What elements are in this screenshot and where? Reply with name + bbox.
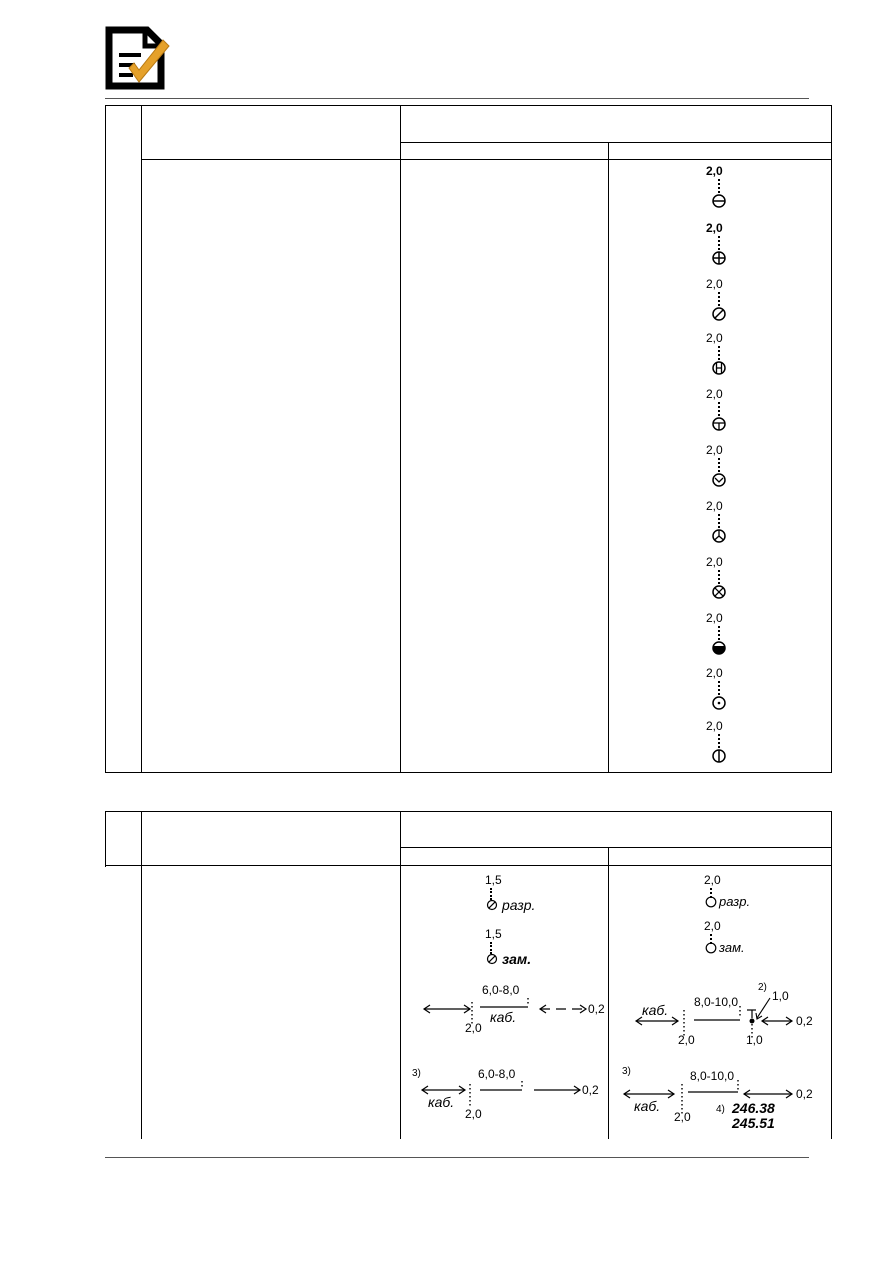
circle-slash-icon	[486, 899, 498, 911]
symbol-cell-8	[700, 556, 740, 601]
right-r1-text: разр.	[719, 894, 751, 909]
symbol-cell-4	[700, 332, 740, 377]
left-r4-end: 0,2	[582, 1083, 599, 1097]
symbol-cell-9	[700, 612, 740, 657]
symbol-label: 2,0	[706, 277, 723, 291]
symbol-cell-3	[700, 278, 740, 323]
right-r3-top: 1,0	[772, 989, 789, 1003]
symbol-cell-10	[700, 667, 740, 712]
right-open-symbol	[700, 872, 810, 917]
symbol-label: 2,0	[706, 666, 723, 680]
circle-filled-bottom-icon	[711, 640, 727, 656]
symbol-label: 2,0	[706, 443, 723, 457]
footer-rule	[105, 1157, 809, 1158]
right-r3-span: 8,0-10,0	[694, 995, 739, 1009]
circle-slash-icon	[486, 953, 498, 965]
symbol-cell-6	[700, 444, 740, 489]
left-r3-number: 2,0	[465, 1021, 482, 1035]
left-r3-end: 0,2	[588, 1002, 605, 1016]
right-r4-note: 3)	[622, 1066, 631, 1077]
circle-h-icon	[711, 360, 727, 376]
right-r3-kab: каб.	[642, 1002, 669, 1018]
left-cable-span-2	[410, 1064, 608, 1126]
left-r1-text: разр.	[502, 897, 536, 913]
right-r4-value-1: 246.38	[732, 1100, 775, 1116]
left-closed-symbol	[480, 926, 590, 971]
right-r4-note2: 4)	[716, 1104, 725, 1115]
circle-peace-icon	[711, 528, 727, 544]
right-r4-span: 8,0-10,0	[690, 1069, 735, 1083]
left-cable-span-1	[410, 978, 608, 1036]
left-open-symbol	[480, 872, 590, 917]
left-r4-span: 6,0-8,0	[478, 1067, 516, 1081]
symbol-label: 2,0	[706, 331, 723, 345]
left-r4-number: 2,0	[465, 1107, 482, 1121]
right-r3-end: 0,2	[796, 1014, 813, 1028]
circle-chevron-icon	[711, 472, 727, 488]
right-r3-number: 2,0	[678, 1033, 695, 1047]
left-r3-kab: каб.	[490, 1009, 517, 1025]
right-r2-number: 2,0	[704, 919, 721, 933]
circle-cross-icon	[711, 250, 727, 266]
circle-slash-icon	[711, 306, 727, 322]
left-r3-span: 6,0-8,0	[482, 983, 520, 997]
left-r4-kab: каб.	[428, 1094, 455, 1110]
left-r2-number: 1,5	[485, 927, 502, 941]
symbol-cell-11	[700, 720, 740, 765]
right-r3-bottom: 1,0	[746, 1033, 763, 1047]
right-r4-value-2: 245.51	[732, 1115, 775, 1131]
right-cable-span-2	[612, 1064, 828, 1136]
circle-dot-icon	[711, 695, 727, 711]
left-r1-number: 1,5	[485, 873, 502, 887]
circle-t-icon	[711, 416, 727, 432]
circle-icon	[705, 896, 717, 908]
circle-horizontal-line-icon	[711, 193, 727, 209]
symbol-label: 2,0	[706, 221, 723, 235]
left-r4-note: 3)	[412, 1068, 421, 1079]
left-r2-text: зам.	[502, 951, 532, 967]
right-r2-text: зам.	[719, 940, 745, 955]
symbol-cell-2	[700, 222, 740, 267]
symbol-label: 2,0	[706, 387, 723, 401]
symbol-label: 2,0	[706, 164, 723, 178]
symbol-label: 2,0	[706, 611, 723, 625]
symbol-cell-5	[700, 388, 740, 433]
symbol-cell-1	[700, 165, 740, 210]
right-r4-number: 2,0	[674, 1110, 691, 1124]
document-logo	[105, 26, 175, 90]
right-r4-end: 0,2	[796, 1087, 813, 1101]
document-check-icon	[105, 26, 175, 90]
right-r1-number: 2,0	[704, 873, 721, 887]
right-cable-span-1	[612, 976, 828, 1046]
right-r3-note: 2)	[758, 982, 767, 993]
symbol-cell-7	[700, 500, 740, 545]
circle-icon	[705, 942, 717, 954]
circle-vertical-line-icon	[711, 748, 727, 764]
right-r4-kab: каб.	[634, 1098, 661, 1114]
symbol-label: 2,0	[706, 555, 723, 569]
circle-x-icon	[711, 584, 727, 600]
symbol-label: 2,0	[706, 719, 723, 733]
right-closed-symbol	[700, 918, 810, 963]
header-rule	[105, 98, 809, 99]
symbol-label: 2,0	[706, 499, 723, 513]
